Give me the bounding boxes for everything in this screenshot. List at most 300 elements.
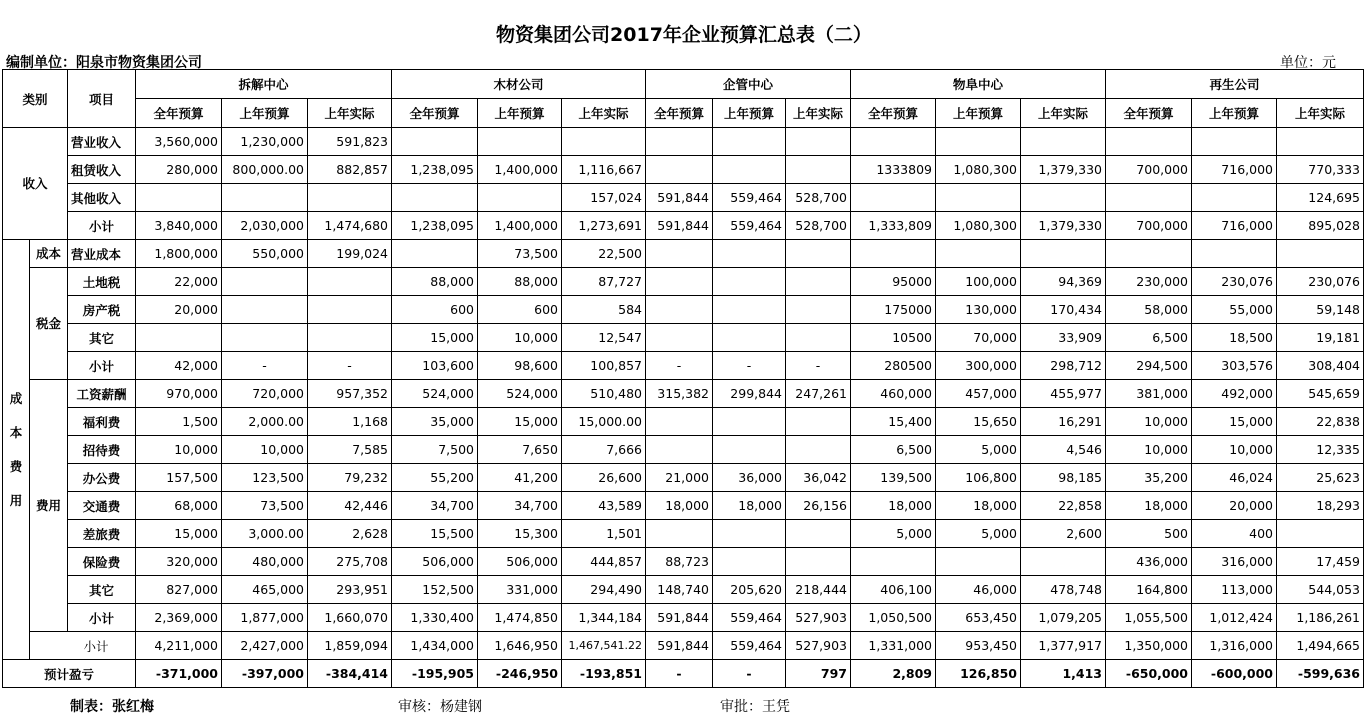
- value-cell: 130,000: [936, 296, 1021, 324]
- value-cell: 460,000: [851, 380, 936, 408]
- value-cell: [646, 268, 713, 296]
- table-row: [3, 548, 1364, 576]
- value-cell: [936, 128, 1021, 156]
- value-cell: 68,000: [136, 492, 222, 520]
- value-cell: [851, 184, 936, 212]
- value-cell: 797: [786, 660, 851, 688]
- value-cell: 700,000: [1106, 156, 1192, 184]
- table-row: [3, 240, 1364, 268]
- row-label-cost_total: 小计: [30, 632, 136, 660]
- table-row: [3, 184, 1364, 212]
- value-cell: 113,000: [1192, 576, 1277, 604]
- value-cell: 55,000: [1192, 296, 1277, 324]
- value-cell: 492,000: [1192, 380, 1277, 408]
- row-label-insurance: 保险费: [68, 548, 136, 576]
- subheader-col-2: 上年实际: [308, 99, 392, 128]
- row-label-income_sub: 小计: [68, 212, 136, 240]
- value-cell: 1,467,541.22: [562, 632, 646, 660]
- value-cell: [136, 184, 222, 212]
- row-label-welfare: 福利费: [68, 408, 136, 436]
- value-cell: 10,000: [478, 324, 562, 352]
- value-cell: 22,500: [562, 240, 646, 268]
- value-cell: 1,877,000: [222, 604, 308, 632]
- subheader-col-2: 上年实际: [1021, 99, 1106, 128]
- value-cell: 98,600: [478, 352, 562, 380]
- value-cell: 1,501: [562, 520, 646, 548]
- header-company-mucai: 木材公司: [392, 70, 646, 99]
- value-cell: 1,350,000: [1106, 632, 1192, 660]
- value-cell: 444,857: [562, 548, 646, 576]
- value-cell: 175000: [851, 296, 936, 324]
- value-cell: 4,546: [1021, 436, 1106, 464]
- value-cell: 46,024: [1192, 464, 1277, 492]
- value-cell: 559,464: [713, 632, 786, 660]
- value-cell: 1,474,850: [478, 604, 562, 632]
- value-cell: 18,000: [851, 492, 936, 520]
- value-cell: [478, 184, 562, 212]
- compiling-unit: 编制单位：阳泉市物资集团公司: [6, 55, 202, 71]
- value-cell: 524,000: [478, 380, 562, 408]
- value-cell: 5,000: [851, 520, 936, 548]
- value-cell: 199,024: [308, 240, 392, 268]
- value-cell: 247,261: [786, 380, 851, 408]
- table-row: [3, 212, 1364, 240]
- value-cell: 6,500: [1106, 324, 1192, 352]
- value-cell: [308, 296, 392, 324]
- value-cell: 7,500: [392, 436, 478, 464]
- value-cell: 1,238,095: [392, 156, 478, 184]
- value-cell: 308,404: [1277, 352, 1364, 380]
- table-row: [3, 436, 1364, 464]
- value-cell: 2,809: [851, 660, 936, 688]
- subheader-col-0: 全年预算: [646, 99, 713, 128]
- value-cell: 106,800: [936, 464, 1021, 492]
- value-cell: 716,000: [1192, 156, 1277, 184]
- value-cell: -: [308, 352, 392, 380]
- value-cell: 100,000: [936, 268, 1021, 296]
- value-cell: [646, 296, 713, 324]
- value-cell: [1277, 520, 1364, 548]
- value-cell: 827,000: [136, 576, 222, 604]
- value-cell: [1106, 240, 1192, 268]
- value-cell: 5,000: [936, 520, 1021, 548]
- value-cell: 35,000: [392, 408, 478, 436]
- value-cell: 1,434,000: [392, 632, 478, 660]
- value-cell: [646, 436, 713, 464]
- value-cell: 478,748: [1021, 576, 1106, 604]
- value-cell: 2,427,000: [222, 632, 308, 660]
- value-cell: 20,000: [136, 296, 222, 324]
- value-cell: 7,585: [308, 436, 392, 464]
- value-cell: 1,333,809: [851, 212, 936, 240]
- value-cell: [1021, 128, 1106, 156]
- value-cell: 527,903: [786, 604, 851, 632]
- value-cell: 1,238,095: [392, 212, 478, 240]
- value-cell: 73,500: [222, 492, 308, 520]
- value-cell: 79,232: [308, 464, 392, 492]
- subheader-col-0: 全年预算: [136, 99, 222, 128]
- subheader-col-1: 上年预算: [713, 99, 786, 128]
- value-cell: 42,446: [308, 492, 392, 520]
- value-cell: [1192, 184, 1277, 212]
- value-cell: 55,200: [392, 464, 478, 492]
- value-cell: [646, 324, 713, 352]
- value-cell: 524,000: [392, 380, 478, 408]
- value-cell: -599,636: [1277, 660, 1364, 688]
- row-label-rent_income: 租赁收入: [68, 156, 136, 184]
- value-cell: 559,464: [713, 212, 786, 240]
- value-cell: 545,659: [1277, 380, 1364, 408]
- value-cell: 1,316,000: [1192, 632, 1277, 660]
- value-cell: [222, 324, 308, 352]
- value-cell: 100,857: [562, 352, 646, 380]
- header-company-qiguan: 企管中心: [646, 70, 851, 99]
- value-cell: 1,273,691: [562, 212, 646, 240]
- value-cell: 1,230,000: [222, 128, 308, 156]
- value-cell: 436,000: [1106, 548, 1192, 576]
- value-cell: 18,000: [646, 492, 713, 520]
- value-cell: 2,600: [1021, 520, 1106, 548]
- value-cell: 15,500: [392, 520, 478, 548]
- row-label-fee_sub: 小计: [68, 604, 136, 632]
- profit-label: 预计盈亏: [3, 660, 136, 688]
- table-row: [3, 660, 1364, 688]
- value-cell: [851, 548, 936, 576]
- value-cell: 480,000: [222, 548, 308, 576]
- value-cell: [713, 436, 786, 464]
- subheader-col-2: 上年实际: [562, 99, 646, 128]
- value-cell: 720,000: [222, 380, 308, 408]
- subheader-col-0: 全年预算: [392, 99, 478, 128]
- row-label-op_cost: 营业成本: [68, 240, 136, 268]
- value-cell: 559,464: [713, 604, 786, 632]
- value-cell: 18,000: [713, 492, 786, 520]
- value-cell: [222, 268, 308, 296]
- group-tax: 税金: [30, 268, 68, 380]
- value-cell: -: [713, 352, 786, 380]
- value-cell: [786, 268, 851, 296]
- value-cell: 230,000: [1106, 268, 1192, 296]
- value-cell: 1,377,917: [1021, 632, 1106, 660]
- value-cell: 7,666: [562, 436, 646, 464]
- value-cell: [713, 156, 786, 184]
- value-cell: 600: [392, 296, 478, 324]
- value-cell: 1,400,000: [478, 212, 562, 240]
- page-title: 物资集团公司2017年企业预算汇总表（二）: [496, 24, 872, 46]
- table-row: [3, 380, 1364, 408]
- value-cell: 275,708: [308, 548, 392, 576]
- header-company-chaijie: 拆解中心: [136, 70, 392, 99]
- value-cell: 3,000.00: [222, 520, 308, 548]
- header-company-zaisheng: 再生公司: [1106, 70, 1364, 99]
- value-cell: 95000: [851, 268, 936, 296]
- value-cell: 2,369,000: [136, 604, 222, 632]
- currency-unit: 单位：元: [1280, 55, 1336, 71]
- value-cell: 230,076: [1277, 268, 1364, 296]
- value-cell: 3,840,000: [136, 212, 222, 240]
- value-cell: [786, 436, 851, 464]
- value-cell: 34,700: [392, 492, 478, 520]
- footer-reviewer: 审核：杨建钢: [398, 699, 482, 715]
- table-row: [3, 576, 1364, 604]
- value-cell: [713, 520, 786, 548]
- value-cell: 5,000: [936, 436, 1021, 464]
- value-cell: [646, 240, 713, 268]
- footer-approver: 审批：王凭: [720, 699, 790, 715]
- value-cell: 559,464: [713, 184, 786, 212]
- value-cell: [786, 324, 851, 352]
- value-cell: 18,000: [1106, 492, 1192, 520]
- value-cell: 36,000: [713, 464, 786, 492]
- table-row: [3, 520, 1364, 548]
- value-cell: 957,352: [308, 380, 392, 408]
- value-cell: [1277, 128, 1364, 156]
- value-cell: 895,028: [1277, 212, 1364, 240]
- value-cell: [713, 296, 786, 324]
- value-cell: 26,600: [562, 464, 646, 492]
- value-cell: -371,000: [136, 660, 222, 688]
- row-label-office: 办公费: [68, 464, 136, 492]
- value-cell: 544,053: [1277, 576, 1364, 604]
- value-cell: [646, 408, 713, 436]
- value-cell: -: [786, 352, 851, 380]
- value-cell: 58,000: [1106, 296, 1192, 324]
- value-cell: -193,851: [562, 660, 646, 688]
- value-cell: 22,838: [1277, 408, 1364, 436]
- row-label-fee_other: 其它: [68, 576, 136, 604]
- value-cell: 882,857: [308, 156, 392, 184]
- value-cell: 400: [1192, 520, 1277, 548]
- row-label-prop_tax: 房产税: [68, 296, 136, 324]
- value-cell: 36,042: [786, 464, 851, 492]
- value-cell: 1,400,000: [478, 156, 562, 184]
- value-cell: 205,620: [713, 576, 786, 604]
- subheader-col-1: 上年预算: [936, 99, 1021, 128]
- table-row: [3, 632, 1364, 660]
- value-cell: 4,211,000: [136, 632, 222, 660]
- value-cell: [392, 240, 478, 268]
- value-cell: 1,379,330: [1021, 212, 1106, 240]
- value-cell: 591,844: [646, 212, 713, 240]
- value-cell: 15,000: [136, 520, 222, 548]
- value-cell: 1,646,950: [478, 632, 562, 660]
- value-cell: 126,850: [936, 660, 1021, 688]
- value-cell: 124,695: [1277, 184, 1364, 212]
- value-cell: 33,909: [1021, 324, 1106, 352]
- value-cell: 1,050,500: [851, 604, 936, 632]
- value-cell: [478, 128, 562, 156]
- value-cell: -397,000: [222, 660, 308, 688]
- value-cell: [308, 324, 392, 352]
- value-cell: 88,000: [478, 268, 562, 296]
- value-cell: -: [222, 352, 308, 380]
- value-cell: 953,450: [936, 632, 1021, 660]
- value-cell: 1,494,665: [1277, 632, 1364, 660]
- value-cell: 1,116,667: [562, 156, 646, 184]
- footer-maker: 制表：张红梅: [70, 699, 154, 715]
- value-cell: 15,400: [851, 408, 936, 436]
- value-cell: 591,844: [646, 632, 713, 660]
- value-cell: [786, 296, 851, 324]
- value-cell: 455,977: [1021, 380, 1106, 408]
- value-cell: 1,413: [1021, 660, 1106, 688]
- value-cell: 1,168: [308, 408, 392, 436]
- value-cell: [392, 128, 478, 156]
- value-cell: 1,331,000: [851, 632, 936, 660]
- value-cell: 88,000: [392, 268, 478, 296]
- value-cell: 1,344,184: [562, 604, 646, 632]
- subheader-col-0: 全年预算: [851, 99, 936, 128]
- value-cell: 299,844: [713, 380, 786, 408]
- value-cell: 528,700: [786, 184, 851, 212]
- value-cell: 1,474,680: [308, 212, 392, 240]
- value-cell: 148,740: [646, 576, 713, 604]
- value-cell: 94,369: [1021, 268, 1106, 296]
- value-cell: 1,080,300: [936, 156, 1021, 184]
- value-cell: 510,480: [562, 380, 646, 408]
- value-cell: 10500: [851, 324, 936, 352]
- value-cell: 584: [562, 296, 646, 324]
- value-cell: [786, 548, 851, 576]
- group-cost-expense: 成 本 费 用: [3, 240, 30, 660]
- value-cell: 22,000: [136, 268, 222, 296]
- subheader-col-2: 上年实际: [1277, 99, 1364, 128]
- value-cell: 300,000: [936, 352, 1021, 380]
- value-cell: [1277, 240, 1364, 268]
- value-cell: 218,444: [786, 576, 851, 604]
- value-cell: 18,293: [1277, 492, 1364, 520]
- value-cell: 230,076: [1192, 268, 1277, 296]
- value-cell: -: [713, 660, 786, 688]
- value-cell: 15,000: [392, 324, 478, 352]
- value-cell: 157,500: [136, 464, 222, 492]
- value-cell: -600,000: [1192, 660, 1277, 688]
- value-cell: 139,500: [851, 464, 936, 492]
- table-row: [3, 352, 1364, 380]
- row-label-tax_sub: 小计: [68, 352, 136, 380]
- value-cell: 1,800,000: [136, 240, 222, 268]
- value-cell: 303,576: [1192, 352, 1277, 380]
- value-cell: [786, 240, 851, 268]
- value-cell: 770,333: [1277, 156, 1364, 184]
- table-row: [3, 296, 1364, 324]
- value-cell: 21,000: [646, 464, 713, 492]
- value-cell: 2,030,000: [222, 212, 308, 240]
- value-cell: 506,000: [392, 548, 478, 576]
- value-cell: 527,903: [786, 632, 851, 660]
- value-cell: 15,000: [1192, 408, 1277, 436]
- value-cell: 1,012,424: [1192, 604, 1277, 632]
- value-cell: [136, 324, 222, 352]
- value-cell: 73,500: [478, 240, 562, 268]
- value-cell: [936, 548, 1021, 576]
- value-cell: 506,000: [478, 548, 562, 576]
- value-cell: 25,623: [1277, 464, 1364, 492]
- value-cell: 3,560,000: [136, 128, 222, 156]
- value-cell: 1,500: [136, 408, 222, 436]
- value-cell: 1,330,400: [392, 604, 478, 632]
- value-cell: 157,024: [562, 184, 646, 212]
- budget-summary-table: [2, 69, 1364, 688]
- value-cell: [392, 184, 478, 212]
- value-cell: 17,459: [1277, 548, 1364, 576]
- value-cell: [222, 184, 308, 212]
- value-cell: [646, 520, 713, 548]
- value-cell: 1,055,500: [1106, 604, 1192, 632]
- value-cell: 331,000: [478, 576, 562, 604]
- value-cell: 41,200: [478, 464, 562, 492]
- value-cell: [562, 128, 646, 156]
- subheader-col-1: 上年预算: [1192, 99, 1277, 128]
- value-cell: [1106, 128, 1192, 156]
- value-cell: 43,589: [562, 492, 646, 520]
- value-cell: 87,727: [562, 268, 646, 296]
- value-cell: 591,844: [646, 184, 713, 212]
- value-cell: 1,080,300: [936, 212, 1021, 240]
- row-label-op_income: 营业收入: [68, 128, 136, 156]
- subheader-col-1: 上年预算: [478, 99, 562, 128]
- value-cell: 164,800: [1106, 576, 1192, 604]
- value-cell: 19,181: [1277, 324, 1364, 352]
- value-cell: [713, 268, 786, 296]
- table-row: [3, 324, 1364, 352]
- value-cell: 653,450: [936, 604, 1021, 632]
- table-row: [3, 156, 1364, 184]
- value-cell: 59,148: [1277, 296, 1364, 324]
- value-cell: 35,200: [1106, 464, 1192, 492]
- value-cell: 22,858: [1021, 492, 1106, 520]
- value-cell: 294,490: [562, 576, 646, 604]
- value-cell: [713, 240, 786, 268]
- value-cell: 294,500: [1106, 352, 1192, 380]
- value-cell: 42,000: [136, 352, 222, 380]
- table-row: [3, 604, 1364, 632]
- value-cell: [1192, 240, 1277, 268]
- value-cell: [1021, 184, 1106, 212]
- row-label-salary: 工资薪酬: [68, 380, 136, 408]
- value-cell: 280500: [851, 352, 936, 380]
- subheader-col-1: 上年预算: [222, 99, 308, 128]
- value-cell: [786, 408, 851, 436]
- header-item: 项目: [68, 70, 136, 128]
- value-cell: 98,185: [1021, 464, 1106, 492]
- value-cell: 7,650: [478, 436, 562, 464]
- value-cell: 320,000: [136, 548, 222, 576]
- value-cell: 170,434: [1021, 296, 1106, 324]
- value-cell: 70,000: [936, 324, 1021, 352]
- value-cell: 15,000: [478, 408, 562, 436]
- row-label-travel: 差旅费: [68, 520, 136, 548]
- subheader-col-0: 全年预算: [1106, 99, 1192, 128]
- value-cell: 1,079,205: [1021, 604, 1106, 632]
- value-cell: 10,000: [1192, 436, 1277, 464]
- row-label-tax_other: 其它: [68, 324, 136, 352]
- subheader-col-2: 上年实际: [786, 99, 851, 128]
- value-cell: 280,000: [136, 156, 222, 184]
- value-cell: [308, 184, 392, 212]
- value-cell: [713, 324, 786, 352]
- value-cell: [786, 520, 851, 548]
- value-cell: 123,500: [222, 464, 308, 492]
- row-label-transport: 交通费: [68, 492, 136, 520]
- header-company-wufu: 物阜中心: [851, 70, 1106, 99]
- value-cell: [936, 240, 1021, 268]
- value-cell: 591,823: [308, 128, 392, 156]
- row-label-land_tax: 土地税: [68, 268, 136, 296]
- value-cell: 700,000: [1106, 212, 1192, 240]
- value-cell: -650,000: [1106, 660, 1192, 688]
- value-cell: 1333809: [851, 156, 936, 184]
